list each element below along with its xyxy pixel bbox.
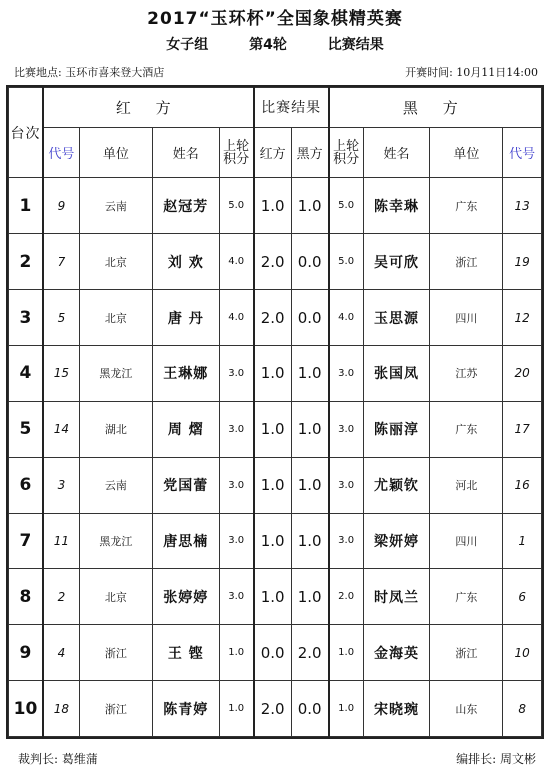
- black-prev-score: 3.0: [329, 345, 363, 401]
- black-code: 10: [503, 625, 542, 681]
- header-row-1: [9, 88, 542, 128]
- black-name: 玉思源: [363, 290, 430, 346]
- black-code: 8: [503, 681, 542, 737]
- start-time-text: 开赛时间: 10月11日14:00: [405, 66, 538, 79]
- table-row: [9, 681, 542, 737]
- board-number: 2: [9, 234, 43, 290]
- red-result: 1.0: [254, 457, 291, 513]
- red-name: 王琳娜: [152, 345, 219, 401]
- black-code: 20: [503, 345, 542, 401]
- page-title: 2017“玉环杯”全国象棋精英赛: [147, 9, 403, 29]
- board-number: 8: [9, 569, 43, 625]
- red-prev-score: 3.0: [219, 513, 253, 569]
- venue-text: 比赛地点: 玉环市喜来登大酒店: [14, 66, 165, 79]
- red-prev-score: 3.0: [219, 457, 253, 513]
- red-unit: 浙江: [79, 681, 152, 737]
- red-unit: 北京: [79, 569, 152, 625]
- black-prev-score: 2.0: [329, 569, 363, 625]
- red-prev-score: 3.0: [219, 569, 253, 625]
- header-row-2: [9, 127, 542, 178]
- black-result: 0.0: [291, 234, 328, 290]
- red-side-header: 红 方: [43, 88, 254, 128]
- result-header: 比赛结果: [254, 88, 329, 128]
- black-unit: 江苏: [430, 345, 503, 401]
- black-name: 时凤兰: [363, 569, 430, 625]
- black-prev-score: 1.0: [329, 681, 363, 737]
- red-result: 2.0: [254, 681, 291, 737]
- black-prev-score: 4.0: [329, 290, 363, 346]
- black-result: 1.0: [291, 569, 328, 625]
- red-name: 赵冠芳: [152, 178, 219, 234]
- black-result: 0.0: [291, 681, 328, 737]
- black-name: 陈丽淳: [363, 401, 430, 457]
- black-code: 13: [503, 178, 542, 234]
- red-result: 1.0: [254, 401, 291, 457]
- red-result-header: 红方: [254, 127, 291, 178]
- black-unit: 浙江: [430, 625, 503, 681]
- black-code: 12: [503, 290, 542, 346]
- black-unit: 浙江: [430, 234, 503, 290]
- table-row: [9, 345, 542, 401]
- table-row: [9, 401, 542, 457]
- red-name: 周 熠: [152, 401, 219, 457]
- black-name: 金海英: [363, 625, 430, 681]
- board-number: 6: [9, 457, 43, 513]
- black-result: 1.0: [291, 457, 328, 513]
- black-name: 吴可欣: [363, 234, 430, 290]
- red-code: 18: [43, 681, 79, 737]
- black-unit: 广东: [430, 178, 503, 234]
- red-prev-score: 1.0: [219, 625, 253, 681]
- red-unit: 黑龙江: [79, 513, 152, 569]
- results-table: [8, 87, 542, 737]
- black-code: 6: [503, 569, 542, 625]
- red-result: 1.0: [254, 178, 291, 234]
- red-name: 刘 欢: [152, 234, 219, 290]
- black-name: 宋晓琬: [363, 681, 430, 737]
- table-row: [9, 457, 542, 513]
- black-unit: 广东: [430, 401, 503, 457]
- red-name: 唐思楠: [152, 513, 219, 569]
- black-prev-score: 5.0: [329, 178, 363, 234]
- black-result: 1.0: [291, 401, 328, 457]
- red-name-header: 姓名: [152, 127, 219, 178]
- results-table-wrapper: [6, 85, 544, 739]
- red-prev-score: 5.0: [219, 178, 253, 234]
- black-unit: 河北: [430, 457, 503, 513]
- table-row: [9, 290, 542, 346]
- red-name: 陈青婷: [152, 681, 219, 737]
- black-prev-score: 5.0: [329, 234, 363, 290]
- board-number: 7: [9, 513, 43, 569]
- black-name: 尤颖钦: [363, 457, 430, 513]
- black-code: 1: [503, 513, 542, 569]
- red-result: 2.0: [254, 290, 291, 346]
- board-number: 9: [9, 625, 43, 681]
- black-result: 1.0: [291, 345, 328, 401]
- black-code-header: 代号: [503, 127, 542, 178]
- black-unit: 广东: [430, 569, 503, 625]
- red-name: 唐 丹: [152, 290, 219, 346]
- info-bar: [6, 64, 544, 80]
- table-row: [9, 234, 542, 290]
- black-unit: 四川: [430, 290, 503, 346]
- board-number: 3: [9, 290, 43, 346]
- group-label: 女子组: [166, 37, 209, 53]
- red-code: 11: [43, 513, 79, 569]
- black-result: 1.0: [291, 178, 328, 234]
- black-name: 陈幸琳: [363, 178, 430, 234]
- black-name: 梁妍婷: [363, 513, 430, 569]
- red-unit: 云南: [79, 178, 152, 234]
- red-result: 1.0: [254, 345, 291, 401]
- table-row: [9, 178, 542, 234]
- red-code-header: 代号: [43, 127, 79, 178]
- arranger-text: 编排长: 周文彬: [456, 752, 536, 766]
- footer: [0, 750, 550, 770]
- black-prev-score: 3.0: [329, 457, 363, 513]
- red-name: 党国蕾: [152, 457, 219, 513]
- black-result-header: 黑方: [291, 127, 328, 178]
- red-prev-score: 3.0: [219, 345, 253, 401]
- red-code: 15: [43, 345, 79, 401]
- red-code: 14: [43, 401, 79, 457]
- red-code: 9: [43, 178, 79, 234]
- red-code: 2: [43, 569, 79, 625]
- black-name: 张国凤: [363, 345, 430, 401]
- red-unit: 黑龙江: [79, 345, 152, 401]
- table-row: [9, 625, 542, 681]
- red-result: 0.0: [254, 625, 291, 681]
- red-name: 张婷婷: [152, 569, 219, 625]
- red-unit: 北京: [79, 290, 152, 346]
- round-label: 第4轮: [249, 37, 287, 53]
- black-code: 17: [503, 401, 542, 457]
- black-unit-header: 单位: [430, 127, 503, 178]
- black-name-header: 姓名: [363, 127, 430, 178]
- black-result: 1.0: [291, 513, 328, 569]
- red-code: 3: [43, 457, 79, 513]
- red-unit: 湖北: [79, 401, 152, 457]
- board-number: 4: [9, 345, 43, 401]
- board-number: 5: [9, 401, 43, 457]
- result-title: 比赛结果: [327, 37, 384, 53]
- black-unit: 四川: [430, 513, 503, 569]
- red-unit: 浙江: [79, 625, 152, 681]
- board-number: 10: [9, 681, 43, 737]
- referee-text: 裁判长: 葛维蒲: [18, 752, 98, 766]
- black-prev-score: 3.0: [329, 401, 363, 457]
- black-unit: 山东: [430, 681, 503, 737]
- red-unit-header: 单位: [79, 127, 152, 178]
- red-result: 1.0: [254, 569, 291, 625]
- red-result: 1.0: [254, 513, 291, 569]
- red-prev-score-header: 上轮 积分: [219, 127, 253, 178]
- black-prev-score: 3.0: [329, 513, 363, 569]
- red-unit: 北京: [79, 234, 152, 290]
- red-prev-score: 4.0: [219, 290, 253, 346]
- red-code: 7: [43, 234, 79, 290]
- black-side-header: 黑 方: [329, 88, 542, 128]
- red-prev-score: 4.0: [219, 234, 253, 290]
- red-prev-score: 3.0: [219, 401, 253, 457]
- table-row: [9, 513, 542, 569]
- black-code: 16: [503, 457, 542, 513]
- table-row: [9, 569, 542, 625]
- red-unit: 云南: [79, 457, 152, 513]
- black-result: 0.0: [291, 290, 328, 346]
- red-code: 5: [43, 290, 79, 346]
- black-code: 19: [503, 234, 542, 290]
- black-prev-score-header: 上轮 积分: [329, 127, 363, 178]
- red-prev-score: 1.0: [219, 681, 253, 737]
- red-name: 王 铿: [152, 625, 219, 681]
- black-result: 2.0: [291, 625, 328, 681]
- board-number: 1: [9, 178, 43, 234]
- black-prev-score: 1.0: [329, 625, 363, 681]
- subtitle: [0, 34, 550, 54]
- board-header: 台次: [9, 88, 43, 178]
- red-result: 2.0: [254, 234, 291, 290]
- red-code: 4: [43, 625, 79, 681]
